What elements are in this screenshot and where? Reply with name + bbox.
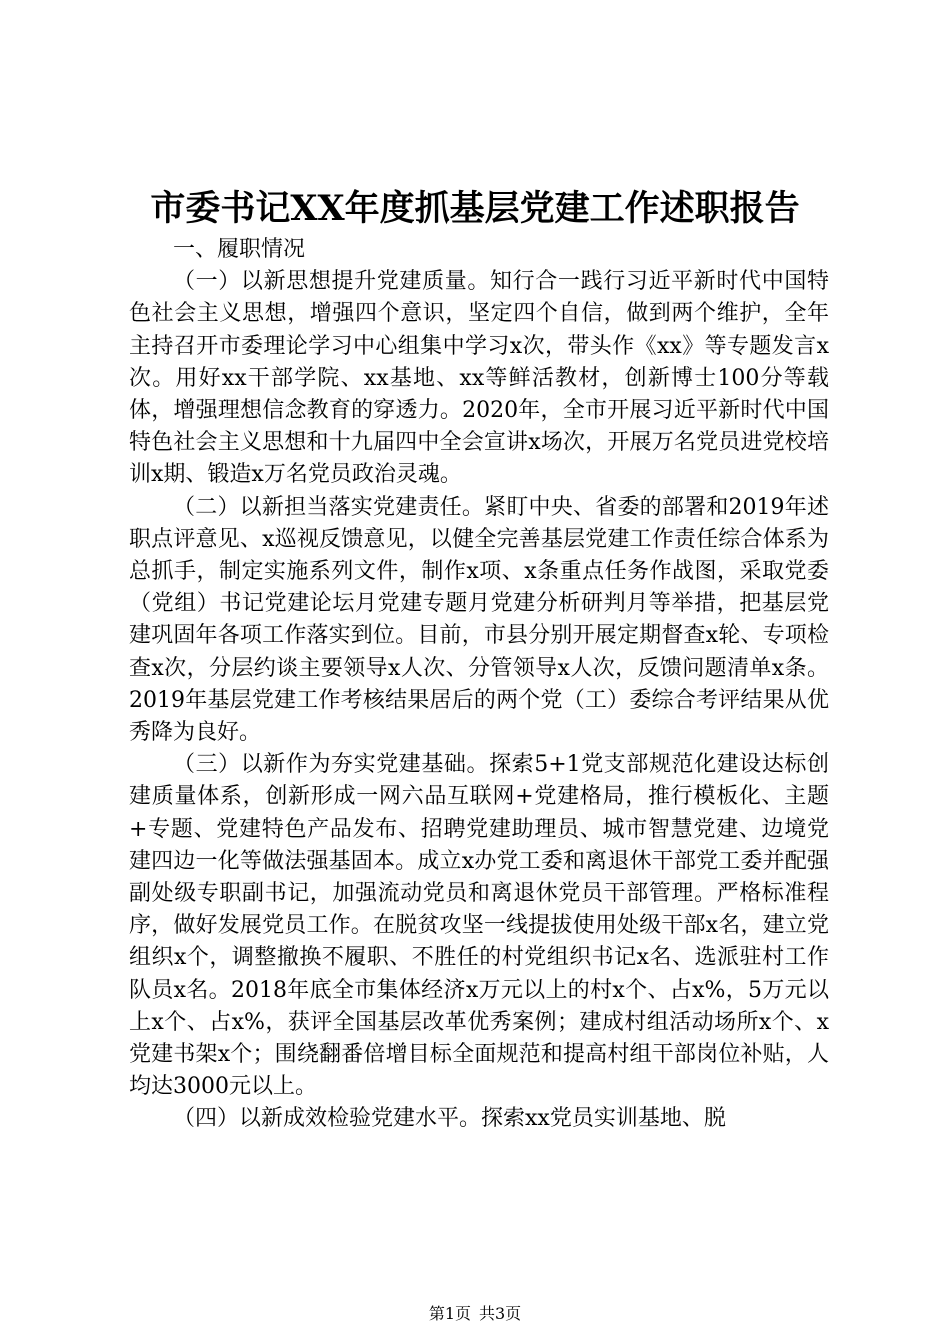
paragraph-1: （一）以新思想提升党建质量。知行合一践行习近平新时代中国特色社会主义思想，增强四个意识，坚定四个自信，做到两个维护，全年主持召开市委理论学习中心组集中学习x次，带头作《xx》等专题发言x次。用好xx干部学院、xx基地、xx等鲜活教材，创新博士100分等载体，增强理想信念教育的穿透力。2020年，全市开展习近平新时代中国特色社会主义思想和十九届四中全会宣讲x场次，开展万名党员进党校培训x期、锻造x万名党员政治灵魂。 <box>129 269 829 488</box>
document-title: 市委书记XX年度抓基层党建工作述职报告 <box>150 188 800 229</box>
paragraph-4: （四）以新成效检验党建水平。探索xx党员实训基地、脱 <box>173 1106 726 1132</box>
page-number: 第1页 <box>428 1304 471 1323</box>
section-heading: 一、履职情况 <box>173 237 306 262</box>
document-body <box>129 234 829 1136</box>
page-total: 共3页 <box>479 1304 522 1323</box>
paragraph-3: （三）以新作为夯实党建基础。探索5+1党支部规范化建设达标创建质量体系，创新形成一网六品互联网+党建格局，推行模板化、主题+专题、党建特色产品发布、招聘党建助理员、城市智慧党建、边境党建四边一化等做法强基固本。成立x办党工委和离退休干部党工委并配强副处级专职副书记，加强流动党员和离退休党员干部管理。严格标准程序，做好发展党员工作。在脱贫攻坚一线提拔使用处级干部x名，建立党组织x个，调整撤换不履职、不胜任的村党组织书记x名、选派驻村工作队员x名。2018年底全市集体经济x万元以上的村x个、占x%，5万元以上x个、占x%，获评全国基层改革优秀案例；建成村组活动场所x个、x党建书架x个；围绕翻番倍增目标全面规范和提高村组干部岗位补贴，人均达3000元以上。 <box>129 752 829 1100</box>
page-footer <box>0 1303 950 1325</box>
paragraph-2: （二）以新担当落实党建责任。紧盯中央、省委的部署和2019年述职点评意见、x巡视反馈意见，以健全完善基层党建工作责任综合体系为总抓手，制定实施系列文件，制作x项、x条重点任务作战图，采取党委（党组）书记党建论坛月党建专题月党建分析研判月等举措，把基层党建巩固年各项工作落实到位。目前，市县分别开展定期督查x轮、专项检查x次，分层约谈主要领导x人次、分管领导x人次，反馈问题清单x条。2019年基层党建工作考核结果居后的两个党（工）委综合考评结果从优秀降为良好。 <box>129 494 829 746</box>
